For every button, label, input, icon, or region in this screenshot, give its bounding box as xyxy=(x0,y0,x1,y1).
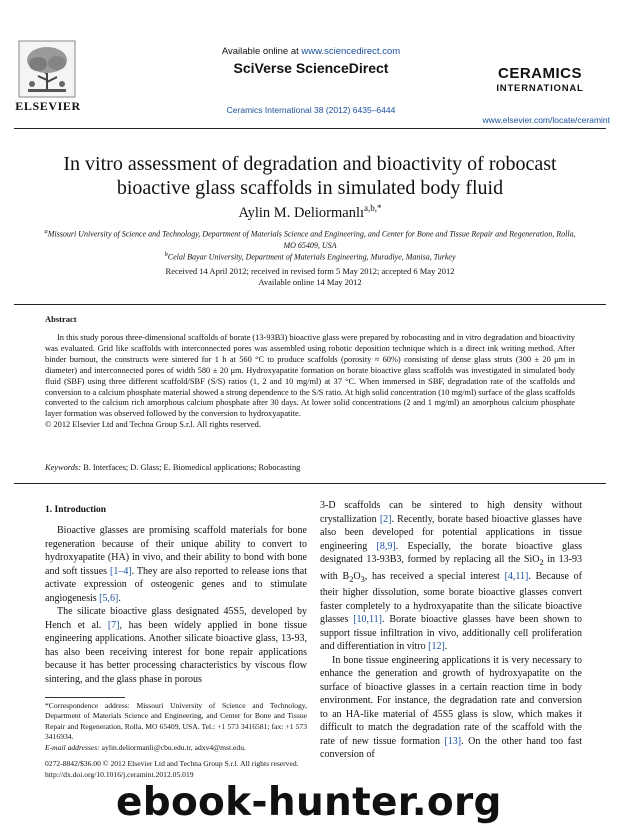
citation-link[interactable]: [13] xyxy=(444,735,462,747)
keywords-label: Keywords: xyxy=(45,463,81,472)
author-name: Aylin M. Deliormanlı xyxy=(238,204,365,221)
correspondence-address: *Correspondence address: Missouri University of Science and Technology, Department of Materials Science and Engineering, and Center for Bone and Tissue Repair and Regeneration, Rolla, MO 65409, USA. Tel.: +1 573 3416581; fax: +1 573 3416934. xyxy=(45,701,307,742)
journal-logo-line2: INTERNATIONAL xyxy=(496,83,584,94)
email-line xyxy=(45,743,307,753)
body-column-right xyxy=(320,499,582,762)
intro-paragraph-3: In bone tissue engineering applications it is very necessary to enhance the generation and growth of hydroxyapatite on the surface of bioactive glasses in a certain reaction time in body environment. For instance, the degradation rate and conversion to an HA-like material of 45S5 glass is slow, which makes it difficult to match the degradation rate of the scaffold with the rate of new tissue formation [13]. On the other hand too fast conversion of xyxy=(320,654,583,760)
intro-paragraph-2: The silicate bioactive glass designated 45S5, developed by Hench et al. [7], has been widely applied in bone tissue engineering applications. Another silicate bioactive glass, 13-93, has also been receiving interest for bone repair applications because it has better processing characteristics by viscous flow sintering, and the glass phase in porous xyxy=(45,606,307,685)
keywords-list: B. Interfaces; D. Glass; E. Biomedical applications; Robocasting xyxy=(83,463,301,472)
citation-link[interactable]: [10,11] xyxy=(353,614,383,625)
affiliation-a xyxy=(40,226,580,251)
abstract-heading: Abstract xyxy=(45,314,77,324)
correspondence-footnote xyxy=(45,701,307,753)
citation-link[interactable]: [8,9] xyxy=(376,540,396,552)
doi-link[interactable]: http://dx.doi.org/10.1016/j.ceramint.2012.05.019 xyxy=(45,769,194,779)
email-label: E-mail addresses: xyxy=(45,742,100,752)
header-divider xyxy=(14,128,606,129)
article-dates xyxy=(40,266,580,288)
available-prefix: Available online at xyxy=(221,46,302,57)
email-addresses[interactable]: aylin.deliormanli@cbu.edu.tr, adxv4@mst.edu. xyxy=(99,742,246,752)
watermark-text: ebook-hunter.org xyxy=(116,780,502,825)
abstract-text: In this study porous three-dimensional scaffolds of borate (13-93B3) bioactive glass were prepared by robocasting and in vitro degradation and bioactivity was evaluated. Grid like scaffolds with interconnected pores was assembled using robotic deposition technique which is a direct ink writing method. After binder burnout, the constructs were sintered for 1 h at 560 °C to produce scaffolds (porosity ≈ 60%) consisting of dense glass struts (300 ± 20 μm in diameter) and interconnected pores of width 580 ± 20 μm. Hydroxyapatite formation on borate bioactive glass scaffolds was investigated in simulated body fluid (SBF) using three different scaffold/SBF (S/S) ratios (1, 2 and 10 mg/ml) at 37 °C. When immersed in SBF, degradation rate of the scaffolds and conversion to a calcium phosphate material showed a strong dependence to the S/S ratio. At high solid concentration (10 mg/ml) surface of the glass scaffolds converted to the calcium rich amorphous calcium phosphate after 30 days. At lower solid concentrations (2 and 1 mg/ml) an amorphous calcium phosphate layer formation was observed followed by the conversion to hydroxyapatite. xyxy=(45,333,575,419)
keywords-line xyxy=(45,463,575,472)
affiliation-b-text: Celal Bayar University, Department of Materials Engineering, Muradiye, Manisa, Turkey xyxy=(167,252,456,262)
issn-line: 0272-8842/$36.00 © 2012 Elsevier Ltd and Techna Group S.r.l. All rights reserved. xyxy=(45,759,299,768)
abstract-copyright: © 2012 Elsevier Ltd and Techna Group S.r.l. All rights reserved. xyxy=(45,420,261,430)
journal-reference-link[interactable]: Ceramics International 38 (2012) 6435–6444 xyxy=(226,105,396,115)
citation-link[interactable]: [7] xyxy=(107,619,120,631)
abstract-body xyxy=(45,333,575,431)
affiliation-a-text: Missouri University of Science and Technology, Department of Materials Science and Engineering, and Center for Bone and Tissue Repair and Regeneration, Rolla, MO 65409, USA xyxy=(47,229,576,250)
footnote-divider xyxy=(45,697,125,698)
author-affiliation-marks: a,b,* xyxy=(364,203,382,213)
available-online-line xyxy=(206,46,416,57)
online-date: Available online 14 May 2012 xyxy=(258,277,362,287)
citation-link[interactable]: [1–4] xyxy=(109,565,132,577)
journal-header xyxy=(0,0,620,132)
abstract-bottom-divider xyxy=(14,483,606,484)
affiliation-b-mark: b xyxy=(164,251,168,258)
author-line xyxy=(30,203,590,222)
front-matter-info xyxy=(45,759,375,780)
publisher-name: ELSEVIER xyxy=(15,99,81,113)
elsevier-tree-logo-icon xyxy=(18,40,76,98)
intro-paragraph-1: Bioactive glasses are promising scaffold materials for bone regeneration because of their unique ability to convert to hydroxyapatite (HA) in vivo, and their ability to bond with bone and soft tissues [1–4]. They are also reported to release ions that activate expression of osteogenic genes and to stimulate angiogenesis [5,6]. xyxy=(45,525,307,604)
abstract-top-divider xyxy=(14,304,606,305)
affiliation-a-mark: a xyxy=(44,228,48,235)
body-column-left xyxy=(45,524,307,686)
received-dates: Received 14 April 2012; received in revised form 5 May 2012; accepted 6 May 2012 xyxy=(165,266,455,276)
section-heading-introduction: 1. Introduction xyxy=(45,505,107,515)
journal-url-link[interactable]: www.elsevier.com/locate/ceramint xyxy=(482,115,610,125)
citation-link[interactable]: [12] xyxy=(428,641,445,652)
citation-link[interactable]: [4,11] xyxy=(504,570,529,582)
citation-link[interactable]: [5,6] xyxy=(99,592,119,604)
article-title: In vitro assessment of degradation and bioactivity of robocast bioactive glass scaffolds in simulated body fluid xyxy=(63,153,557,199)
citation-link[interactable]: [2] xyxy=(379,513,392,525)
journal-logo-line1: CERAMICS xyxy=(497,65,582,82)
platform-name: SciVerse ScienceDirect xyxy=(233,60,389,76)
sciencedirect-link[interactable]: www.sciencedirect.com xyxy=(301,46,401,57)
intro-paragraph-2-continued: 3-D scaffolds can be sintered to high density without crystallization [2]. Recently, borate based bioactive glasses have also been developed for potential applications in tissue engineering [8,9]. Especially, the borate bioactive glass designated 13-93B3, formed by replacing all the SiO$_2$ in 13-93 with $B_2O_3$, has received a special interest [4,11]. Because of their higher dissolution, some borate bioactive glasses convert faster completely to a hydroxyapatite than the silicate bioactive glasses [10,11]. Borate bioactive glasses have been shown to support tissue infiltration in vivo, additionally cell proliferation and differentiation in vitro [12]. xyxy=(320,500,583,652)
affiliation-b xyxy=(40,249,580,263)
